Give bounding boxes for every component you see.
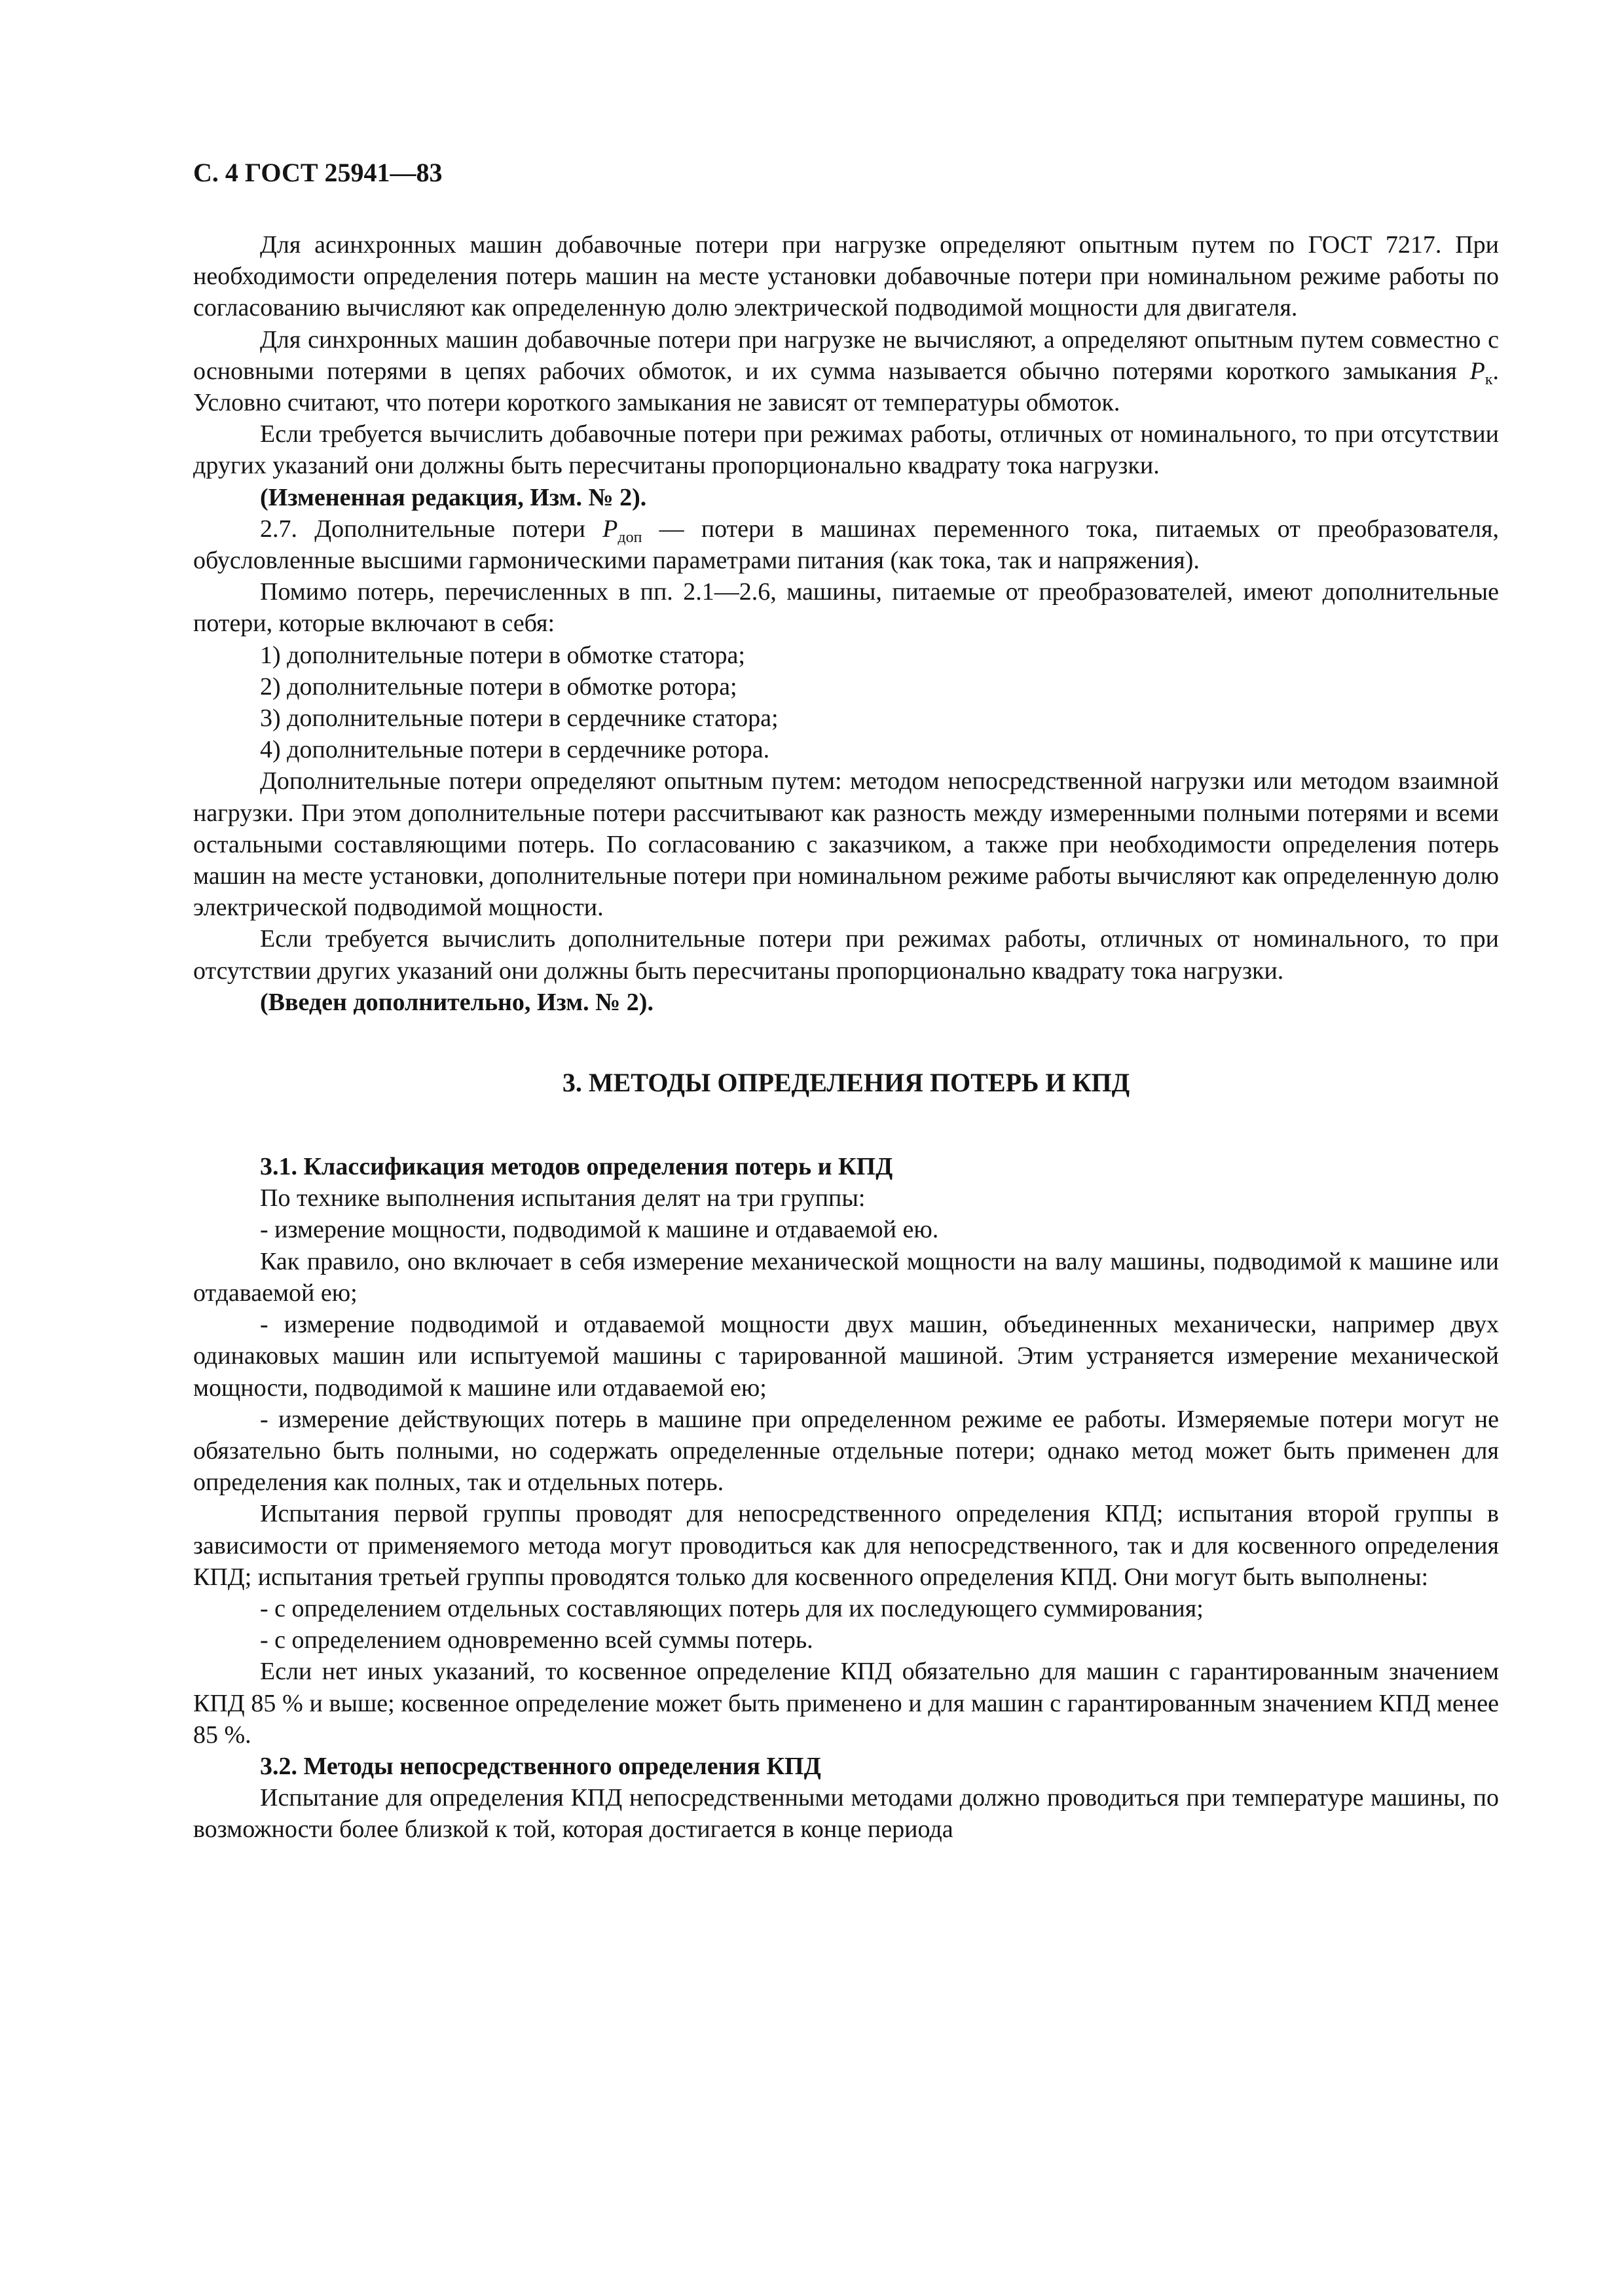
section-heading-3: 3. МЕТОДЫ ОПРЕДЕЛЕНИЯ ПОТЕРЬ И КПД [562,1068,1130,1098]
paragraph-2-7: 2.7. Дополнительные потери $P_{доп}$ — потери в машинах переменного тока, питаемых от преобразователя, обусловленные высшими гармоническими параметрами питания (как тока, так и напряжения). [193,515,1499,575]
amendment-note-2: (Введен дополнительно, Изм. № 2). [260,988,654,1016]
paragraph-three-groups: По технике выполнения испытания делят на три группы: [260,1184,866,1212]
paragraph-indirect-kpd: Если нет иных указаний, то косвенное определение КПД обязательно для машин с гарантированным значением КПД 85 % и выше; косвенное определение может быть применено и для машин с гарантированным значением КПД менее 85 %. [193,1658,1499,1749]
page-header: С. 4 ГОСТ 25941—83 [193,158,443,187]
paragraph-as-rule: Как правило, оно включает в себя измерение механической мощности на валу машины, подводимой к машине или отдаваемой ею; [193,1247,1499,1307]
paragraph-async-machines: Для асинхронных машин добавочные потери при нагрузке определяют опытным путем по ГОСТ 7217. При необходимости определения потерь машин на месте установки добавочные потери при номинальном режиме работы по согласованию вычисляют как определенную долю электрической подводимой мощности для двигателя. [193,231,1499,322]
bullet-item: - измерение мощности, подводимой к машине и отдаваемой ею. [260,1216,939,1244]
list-item: 2) дополнительные потери в обмотке ротора; [260,672,737,701]
list-item: 3) дополнительные потери в сердечнике статора; [260,704,779,733]
bullet-item: - измерение действующих потерь в машине при определенном режиме ее работы. Измеряемые потери могут не обязательно быть полными, но содержать определенные отдельные потери; однако метод может быть применен для определения как полных, так и отдельных потерь. [193,1405,1499,1497]
amendment-note-1: (Измененная редакция, Изм. № 2). [260,483,647,511]
symbol-p-dop: P [602,515,618,543]
subscript-dop: доп [617,528,642,546]
symbol-p: P [1469,357,1485,385]
subsection-title-3-1: 3.1. Классификация методов определения потерь и КПД [260,1153,893,1181]
paragraph-test-groups: Испытания первой группы проводят для непосредственного определения КПД; испытания второй группы в зависимости от применяемого метода могут проводиться как для непосредственного, так и для косвенного определения КПД; испытания третьей группы проводятся только для косвенного определения КПД. Они могут быть выполнены: [193,1500,1499,1591]
list-item: 1) дополнительные потери в обмотке статора; [260,641,745,669]
paragraph-experimental: Дополнительные потери определяют опытным путем: методом непосредственной нагрузки или методом взаимной нагрузки. При этом дополнительные потери рассчитывают как разность между измеренными полными потерями и всеми остальными составляющими потерь. По согласованию с заказчиком, а также при необходимости определения потерь машин на месте установки, дополнительные потери при номинальном режиме работы вычисляют как определенную долю электрической подводимой мощности. [193,767,1499,922]
bullet-item: - с определением отдельных составляющих потерь для их последующего суммирования; [260,1594,1204,1622]
list-item: 4) дополнительные потери в сердечнике ротора. [260,736,770,764]
subsection-title-3-2: 3.2. Методы непосредственного определения КПД [260,1752,821,1780]
bullet-item: - с определением одновременно всей суммы потерь. [260,1626,813,1654]
subscript-k: к [1484,371,1493,388]
paragraph-sync-machines: Для синхронных машин добавочные потери при нагрузке не вычисляют, а определяют опытным путем совместно с основными потерями в цепях рабочих обмоток, и их сумма называется обычно потерями короткого замыкания $P_к$. Условно считают, что потери короткого замыкания не зависят от температуры обмоток. [193,325,1499,417]
paragraph-recalc-extra: Если требуется вычислить дополнительные потери при режимах работы, отличных от номинального, то при отсутствии других указаний они должны быть пересчитаны пропорционально квадрату тока нагрузки. [193,925,1499,985]
bullet-item: - измерение подводимой и отдаваемой мощности двух машин, объединенных механически, например двух одинаковых машин или испытуемой машины с тарированной машиной. Этим устраняется измерение механической мощности, подводимой к машине или отдаваемой ею; [193,1311,1499,1402]
paragraph-besides-losses: Помимо потерь, перечисленных в пп. 2.1—2.6, машины, питаемые от преобразователей, имеют дополнительные потери, которые включают в себя: [193,578,1499,638]
paragraph-recalc-additional: Если требуется вычислить добавочные потери при режимах работы, отличных от номинального, то при отсутствии других указаний они должны быть пересчитаны пропорционально квадрату тока нагрузки. [193,420,1499,480]
paragraph-direct-test: Испытание для определения КПД непосредственными методами должно проводиться при температуре машины, по возможности более близкой к той, которая достигается в конце периода [193,1784,1499,1844]
